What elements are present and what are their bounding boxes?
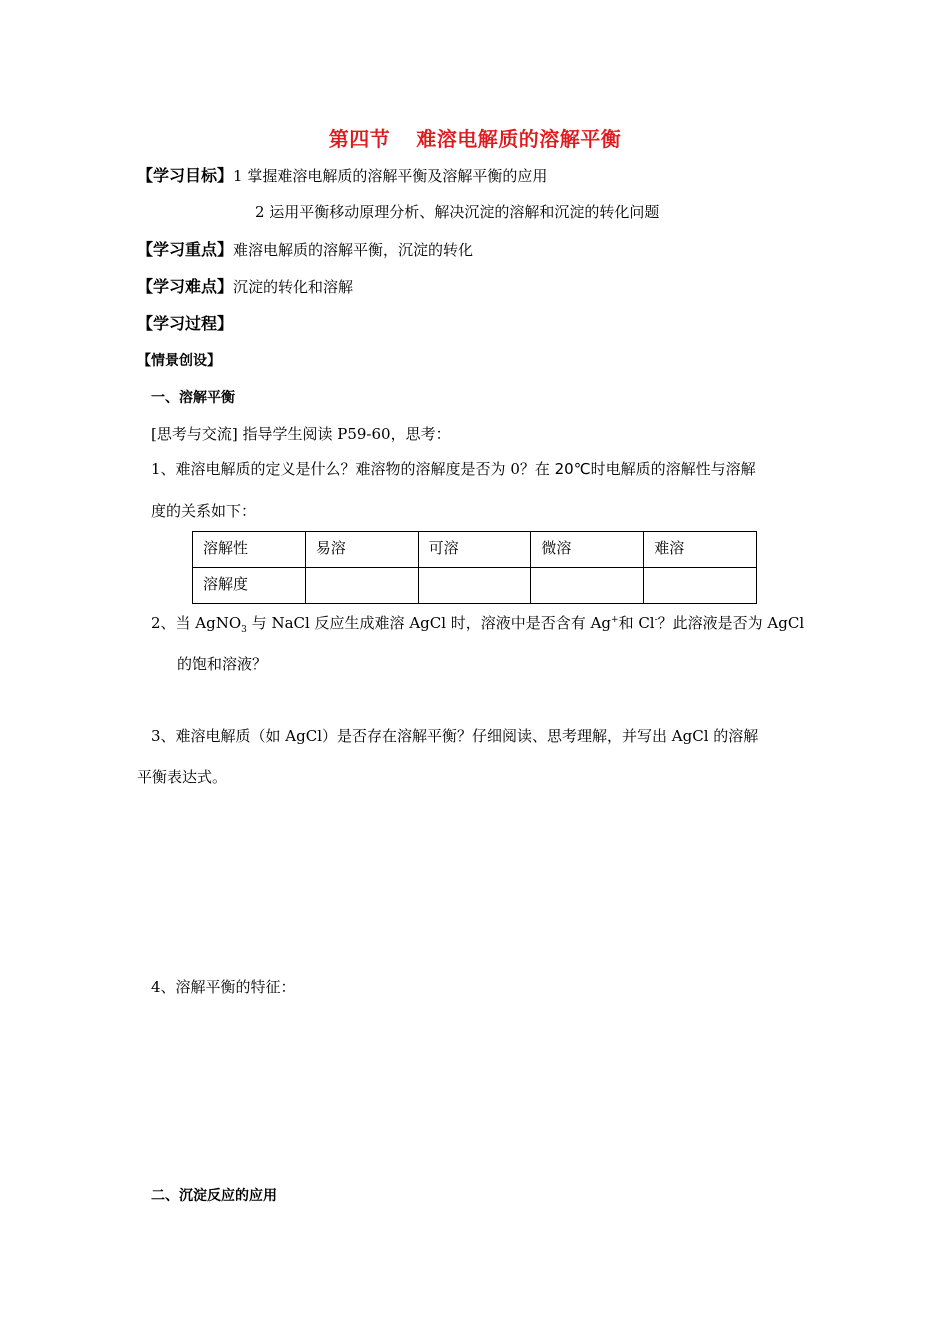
learning-goals-label: 【学习目标】: [137, 166, 234, 185]
question-2-text-b: 与 NaCl 反应生成难溶 AgCl 时，溶液中是否含有 Ag: [246, 614, 612, 632]
question-3-line-2: 平衡表达式。: [137, 768, 228, 786]
solubility-table: [192, 531, 757, 604]
question-1-text-b: 时电解质的溶解性与溶解: [590, 460, 756, 478]
learning-process-label: 【学习过程】: [137, 314, 234, 333]
question-2-line-2: 的饱和溶液？: [177, 655, 268, 673]
table-cell: 溶解度: [193, 568, 306, 604]
question-1-text-a: 1、难溶电解质的定义是什么？难溶物的溶解度是否为 0？在: [151, 460, 555, 478]
table-cell-blank: [305, 568, 418, 604]
table-cell-blank: [418, 568, 531, 604]
table-cell: 难溶: [644, 532, 757, 568]
question-2-superscript-plus: +: [611, 615, 619, 625]
table-cell-blank: [531, 568, 644, 604]
table-cell: 易溶: [305, 532, 418, 568]
think-exchange-text: [思考与交流] 指导学生阅读 P59-60，思考：: [151, 425, 451, 443]
table-cell: 可溶: [418, 532, 531, 568]
question-2-text-a: 2、当 AgNO: [151, 614, 242, 632]
learning-goal-2: 2 运用平衡移动原理分析、解决沉淀的溶解和沉淀的转化问题: [255, 203, 660, 221]
learning-focus-text: 难溶电解质的溶解平衡，沉淀的转化: [233, 241, 474, 259]
question-1-line-2: 度的关系如下：: [151, 502, 257, 520]
title-topic: 难溶电解质的溶解平衡: [416, 127, 622, 151]
section-2-heading: 二、沉淀反应的应用: [151, 1188, 277, 1204]
learning-difficulty-text: 沉淀的转化和溶解: [233, 278, 354, 296]
question-2-text-d: ？此溶液是否为 AgCl: [657, 614, 805, 632]
page-title: [0, 123, 950, 152]
table-row: [193, 532, 757, 568]
question-3-line-1: 3、难溶电解质（如 AgCl）是否存在溶解平衡？仔细阅读、思考理解，并写出 AgCl 的溶解: [151, 727, 759, 745]
title-section-number: 第四节: [328, 127, 391, 151]
question-2-subscript: 3: [241, 625, 247, 635]
learning-difficulty-label: 【学习难点】: [137, 277, 234, 296]
table-cell: 微溶: [531, 532, 644, 568]
scenario-label: 【情景创设】: [137, 353, 221, 369]
question-4: 4、溶解平衡的特征：: [151, 978, 296, 996]
learning-focus-label: 【学习重点】: [137, 240, 234, 259]
learning-goal-1: 1 掌握难溶电解质的溶解平衡及溶解平衡的应用: [233, 167, 548, 185]
question-1-temperature: 20℃: [554, 460, 591, 478]
question-1-line-1: [151, 458, 756, 479]
section-1-heading: 一、溶解平衡: [151, 390, 235, 406]
table-cell-blank: [644, 568, 757, 604]
table-cell: 溶解性: [193, 532, 306, 568]
learning-focus-row: [137, 237, 473, 260]
question-2-text-c: 和 Cl: [618, 614, 655, 632]
question-2-line-1: [151, 612, 804, 633]
learning-difficulty-row: [137, 274, 353, 297]
table-row: [193, 568, 757, 604]
question-2-superscript-minus: -: [654, 615, 658, 625]
learning-goals-row: [137, 163, 547, 186]
